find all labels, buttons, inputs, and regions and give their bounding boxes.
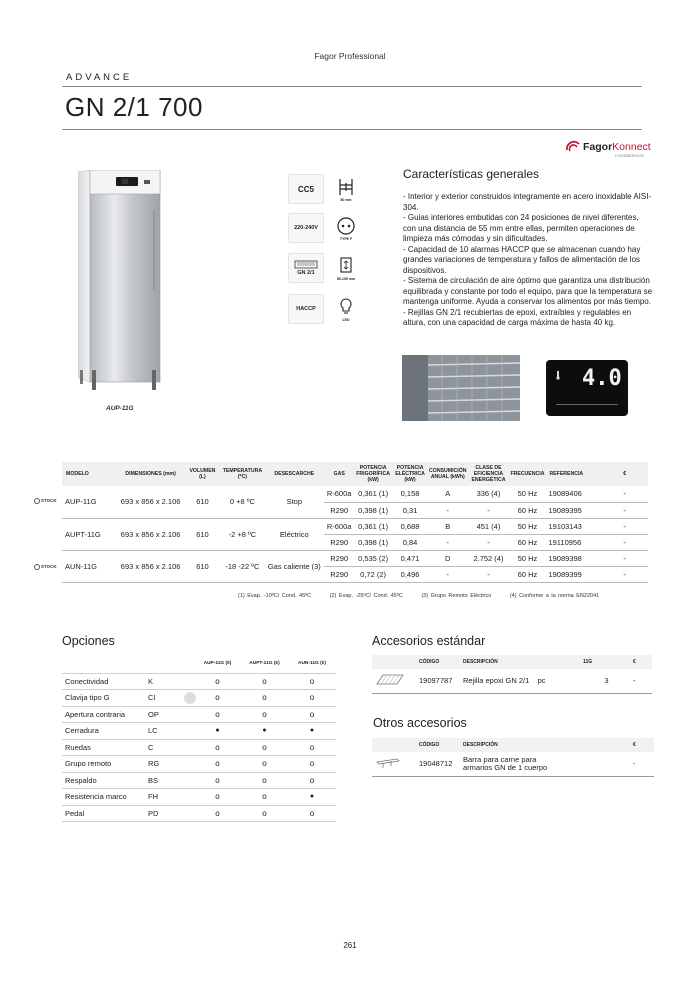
standard-mark: ●	[194, 723, 241, 740]
display-buttons	[556, 404, 618, 408]
optional-mark: o	[241, 673, 288, 690]
cell-dimensions: 693 x 856 x 2.106	[117, 486, 185, 518]
cell-ref: 19103143	[545, 518, 601, 534]
col-header: DESCRIPCIÓN	[463, 742, 498, 748]
option-row	[62, 789, 336, 806]
cell-cls: -	[468, 534, 510, 550]
cell-temperature: 0 +8 ºC	[220, 486, 264, 518]
optional-mark: o	[288, 739, 336, 756]
cell-model: AUN-11G	[62, 550, 117, 582]
plug-type-label: TYPE F	[339, 236, 353, 241]
option-row	[62, 739, 336, 756]
table-header-row	[372, 655, 652, 669]
gn-label: GN 2/1	[297, 270, 315, 276]
col-header: AUP-11G (€)	[194, 655, 241, 673]
cell-cls: 336 (4)	[468, 486, 510, 502]
cell-ref: 19089406	[545, 486, 601, 502]
col-header: REFERENCIA	[549, 471, 584, 477]
cell-gas: R290	[324, 534, 354, 550]
cc5-label: CC5	[297, 184, 314, 194]
cell-ref: 19089395	[545, 502, 601, 518]
adjustable-height-icon	[332, 253, 360, 283]
option-code-cell	[148, 739, 194, 756]
interior-rails-photo	[402, 355, 520, 421]
bulb-glyph	[336, 297, 356, 317]
option-code-cell	[148, 690, 194, 707]
cell-pf: 0,72 (2)	[354, 566, 392, 582]
cell-ref: 19089398	[545, 550, 601, 566]
options-title: Opciones	[62, 634, 115, 648]
adjustable-height-label: 80-105 mm	[336, 276, 356, 281]
thermometer-icon	[554, 370, 562, 380]
cell-pf: 0,361 (1)	[354, 518, 392, 534]
cell-freq: 50 Hz	[509, 518, 545, 534]
cell-cons: -	[428, 566, 467, 582]
cell-code: 19097787	[416, 669, 460, 693]
col-header: DIMENSIONES (mm)	[125, 471, 176, 477]
cell-desc	[460, 669, 580, 693]
meat-bar-thumbnail	[372, 752, 416, 776]
page-number: 261	[343, 941, 357, 950]
option-code-cell	[148, 789, 194, 806]
other-accessories-title: Otros accesorios	[373, 716, 467, 730]
product-caption: AUP-11G	[106, 405, 134, 412]
cell-pe: 0,496	[392, 566, 428, 582]
cell-cons: D	[428, 550, 467, 566]
option-row	[62, 772, 336, 789]
option-code: BS	[148, 775, 159, 785]
accessory-unit: pc	[537, 676, 546, 686]
cell-temperature: -18 -22 ºC	[220, 550, 264, 582]
option-code: FH	[148, 792, 158, 802]
std-accessories-table	[372, 655, 652, 694]
brand-header: Fagor Professional	[314, 51, 386, 61]
cell-temperature: -2 +8 ºC	[220, 518, 264, 550]
optional-mark: o	[288, 772, 336, 789]
col-header: CLASE DE EFICIENCIA ENERGÉTICA	[471, 465, 506, 483]
optional-mark: o	[241, 789, 288, 806]
logo-accent: Konnect	[612, 141, 651, 153]
optional-mark: o	[288, 756, 336, 773]
col-header: AUPT-11G (€)	[241, 655, 288, 673]
standard-mark: ●	[288, 789, 336, 806]
display-reading: 4.0	[582, 366, 622, 391]
cell-freq: 60 Hz	[509, 566, 545, 582]
std-accessories-title: Accesorios estándar	[372, 634, 486, 648]
table-row	[62, 486, 648, 502]
note: (4) Conforme a la norma EN22041	[509, 593, 600, 599]
cell-pf: 0,398 (1)	[354, 502, 392, 518]
optional-mark: o	[241, 756, 288, 773]
stock-badge	[34, 498, 57, 504]
option-code-cell	[148, 756, 194, 773]
cell-price: -	[630, 669, 652, 693]
led-icon	[332, 294, 360, 324]
option-code-cell	[148, 805, 194, 822]
adjustable-height-glyph	[336, 256, 356, 276]
cell-qty: 3	[580, 669, 630, 693]
option-code: PD	[148, 808, 159, 818]
other-accessories-table	[372, 738, 654, 777]
accessory-desc-line: Barra para carne para	[463, 754, 537, 764]
cell-cons: B	[428, 518, 467, 534]
stock-label: STOCK	[41, 498, 57, 504]
option-label: Conectividad	[62, 673, 148, 690]
cell-freq: 60 Hz	[509, 534, 545, 550]
gn-badge	[288, 253, 324, 283]
col-header: €	[633, 742, 636, 748]
cell-defrost: Eléctrico	[264, 518, 324, 550]
col-header: FRECUENCIA	[510, 471, 545, 477]
table-row	[62, 518, 648, 534]
option-row	[62, 756, 336, 773]
optional-mark: o	[288, 673, 336, 690]
cell-price: -	[601, 534, 648, 550]
cell-price: -	[601, 502, 648, 518]
option-label: Apertura contraria	[62, 706, 148, 723]
cell-model: AUP-11G	[62, 486, 117, 518]
col-header: TEMPERATURA (ºC)	[222, 468, 263, 480]
gn-tray-icon	[294, 260, 318, 270]
option-row	[62, 690, 336, 707]
cell-dimensions: 693 x 856 x 2.106	[117, 518, 185, 550]
control-display-photo	[546, 360, 628, 416]
table-row	[372, 669, 652, 693]
cell-gas: R290	[324, 502, 354, 518]
option-code-cell	[148, 673, 194, 690]
option-code-cell	[148, 723, 194, 740]
haccp-label: HACCP	[296, 306, 316, 312]
cell-freq: 50 Hz	[509, 550, 545, 566]
logo-main: Fagor	[583, 141, 613, 153]
option-row	[62, 673, 336, 690]
optional-mark: o	[194, 772, 241, 789]
cell-price: -	[601, 566, 648, 582]
cell-cls: 2.752 (4)	[468, 550, 510, 566]
cell-pe: 0,84	[392, 534, 428, 550]
col-header: VOLUMEN (L)	[189, 468, 216, 480]
option-code: OP	[148, 709, 159, 719]
voltage-badge	[288, 213, 324, 243]
table-header-row	[372, 738, 654, 752]
note: (1) Evap. -10ºC/ Cond. 45ºC	[238, 593, 312, 599]
cell-price: -	[601, 518, 648, 534]
optional-mark: o	[288, 706, 336, 723]
cell-price: -	[601, 550, 648, 566]
plug-glyph	[336, 216, 356, 236]
col-header: POTENCIA FRIGORÍFICA (kW)	[356, 465, 390, 483]
standard-mark: ●	[241, 723, 288, 740]
cell-ref: 19110956	[545, 534, 601, 550]
rail-spacing-glyph	[336, 177, 356, 197]
characteristics-title: Características generales	[403, 167, 540, 181]
optional-mark: o	[194, 739, 241, 756]
cell-volume: 610	[184, 486, 220, 518]
cell-gas: R290	[324, 550, 354, 566]
note: (3) Grupo Remoto Eléctrico	[421, 593, 492, 599]
meat-bar-icon	[375, 756, 401, 770]
plug-g-badge-icon	[184, 692, 196, 704]
voltage-label: 220-240V	[294, 225, 318, 231]
note: (2) Evap. -25ºC/ Cond. 45ºC	[329, 593, 403, 599]
col-header: GAS	[333, 471, 345, 477]
accessory-desc-line: armarios GN de 1 cuerpo	[463, 762, 548, 772]
table-header-row	[62, 462, 648, 486]
led-label: LED	[342, 317, 350, 322]
col-header: CÓDIGO	[419, 742, 440, 748]
logo-sub: FOODSERVICE	[615, 153, 645, 158]
col-header: MODELO	[66, 471, 89, 477]
options-table	[62, 655, 336, 822]
cell-cls: 451 (4)	[468, 518, 510, 534]
col-header: CONSUMICIÓN ANUAL (kWh)	[429, 468, 467, 480]
cell-cons: -	[428, 502, 467, 518]
col-header: 11G	[583, 659, 593, 665]
cell-price: -	[601, 486, 648, 502]
optional-mark: o	[241, 690, 288, 707]
cell-defrost: Stop	[264, 486, 324, 518]
characteristic-item: - Sistema de circulación de aire óptimo que garantiza una distribución equilibrada y constante por todo el equipo, para que la temperatura se mantenga uniforme. Ayuda a conservar los alimentos por más tiempo.	[403, 276, 653, 306]
option-row	[62, 805, 336, 822]
grid-shelf-icon	[375, 673, 405, 687]
col-header: €	[623, 471, 627, 477]
cell-dimensions: 693 x 856 x 2.106	[117, 550, 185, 582]
optional-mark: o	[241, 739, 288, 756]
option-label: Pedal	[62, 805, 148, 822]
divider	[62, 86, 642, 87]
characteristics-list	[403, 192, 653, 329]
cell-pe: 0,688	[392, 518, 428, 534]
accessory-desc: Rejilla epoxi GN 2/1	[463, 676, 530, 686]
table-row	[62, 550, 648, 566]
option-code-cell	[148, 772, 194, 789]
col-header: AUN-11G (€)	[288, 655, 336, 673]
option-code: K	[148, 676, 154, 686]
optional-mark: o	[288, 690, 336, 707]
cell-pf: 0,398 (1)	[354, 534, 392, 550]
cell-cons: A	[428, 486, 467, 502]
optional-mark: o	[241, 805, 288, 822]
cell-gas: R-600a	[324, 486, 354, 502]
col-header: CÓDIGO	[419, 659, 440, 665]
option-label: Respaldo	[62, 772, 148, 789]
fagorkonnect-logo	[583, 141, 651, 153]
fagorkonnect-logo-icon	[565, 140, 581, 154]
cell-pe: 0,158	[392, 486, 428, 502]
divider	[62, 129, 642, 130]
stock-label: STOCK	[41, 564, 57, 570]
optional-mark: o	[241, 772, 288, 789]
optional-mark: o	[194, 805, 241, 822]
option-code-cell	[148, 706, 194, 723]
haccp-badge	[288, 294, 324, 324]
cell-defrost: Gas caliente (3)	[264, 550, 324, 582]
rail-spacing-icon	[332, 174, 360, 204]
cell-cls: -	[468, 502, 510, 518]
stock-badge	[34, 564, 57, 570]
cell-freq: 60 Hz	[509, 502, 545, 518]
plug-type-icon	[332, 213, 360, 243]
optional-mark: o	[194, 690, 241, 707]
cell-price: -	[630, 752, 654, 776]
standard-mark: ●	[288, 723, 336, 740]
cell-cls: -	[468, 566, 510, 582]
option-code: C	[148, 742, 154, 752]
optional-mark: o	[194, 706, 241, 723]
options-header-row	[62, 655, 336, 673]
characteristic-item: - Rejillas GN 2/1 recubiertas de epoxi, extraíbles y regulables en altura, con una capacidad de carga máxima de hasta 40 kg.	[403, 307, 632, 327]
rail-spacing-label: 80 mm	[340, 197, 352, 202]
option-label: Ruedas	[62, 739, 148, 756]
characteristic-item: - Interior y exterior construidos integramente en acero inoxidable AISI-304.	[403, 192, 652, 212]
table-notes	[238, 593, 615, 599]
option-label: Grupo remoto	[62, 756, 148, 773]
cell-code: 19048712	[416, 752, 460, 776]
cell-ref: 19089399	[545, 566, 601, 582]
cell-freq: 50 Hz	[509, 486, 545, 502]
table-row	[372, 752, 654, 776]
page-title: GN 2/1 700	[65, 92, 203, 122]
option-row	[62, 723, 336, 740]
col-header: POTENCIA ELÉCTRICA (kW)	[395, 465, 425, 483]
cell-desc	[460, 752, 630, 776]
option-label: Cerradura	[62, 723, 148, 740]
option-code: LC	[148, 726, 158, 736]
col-header: €	[633, 659, 636, 665]
cell-pe: 0,471	[392, 550, 428, 566]
optional-mark: o	[194, 756, 241, 773]
optional-mark: o	[194, 789, 241, 806]
col-header: DESESCARCHE	[274, 471, 315, 477]
cell-gas: R290	[324, 566, 354, 582]
characteristic-item: - Guias interiores embutidas con 24 posiciones de nivel diferentes, con una distancia de 55 mm entre ellas, permiten operaciones de limpieza más cómodas y sin dificultades.	[403, 213, 639, 243]
option-label: Resistencia marco	[62, 789, 148, 806]
optional-mark: o	[288, 805, 336, 822]
cell-model: AUPT-11G	[62, 518, 117, 550]
cell-pf: 0,361 (1)	[354, 486, 392, 502]
option-code: RG	[148, 759, 160, 769]
characteristic-item: - Capacidad de 10 alarmas HACCP que se almacenan cuando hay grandes variaciones de temperatura y fallos de alimentación de los dispositivos.	[403, 244, 641, 275]
optional-mark: o	[194, 673, 241, 690]
grid-shelf-thumbnail	[372, 669, 416, 693]
cell-gas: R-600a	[324, 518, 354, 534]
cell-pf: 0,535 (2)	[354, 550, 392, 566]
optional-mark: o	[241, 706, 288, 723]
series-label: ADVANCE	[66, 72, 133, 83]
option-label: Clavija tipo G	[62, 690, 148, 707]
cell-cons: -	[428, 534, 467, 550]
cc5-badge	[288, 174, 324, 204]
cell-volume: 610	[184, 550, 220, 582]
specs-table	[62, 462, 648, 583]
cell-pe: 0,31	[392, 502, 428, 518]
cell-volume: 610	[184, 518, 220, 550]
col-header: DESCRIPCIÓN	[463, 659, 498, 665]
option-row	[62, 706, 336, 723]
option-code: CI	[148, 693, 156, 703]
product-image	[78, 170, 164, 392]
